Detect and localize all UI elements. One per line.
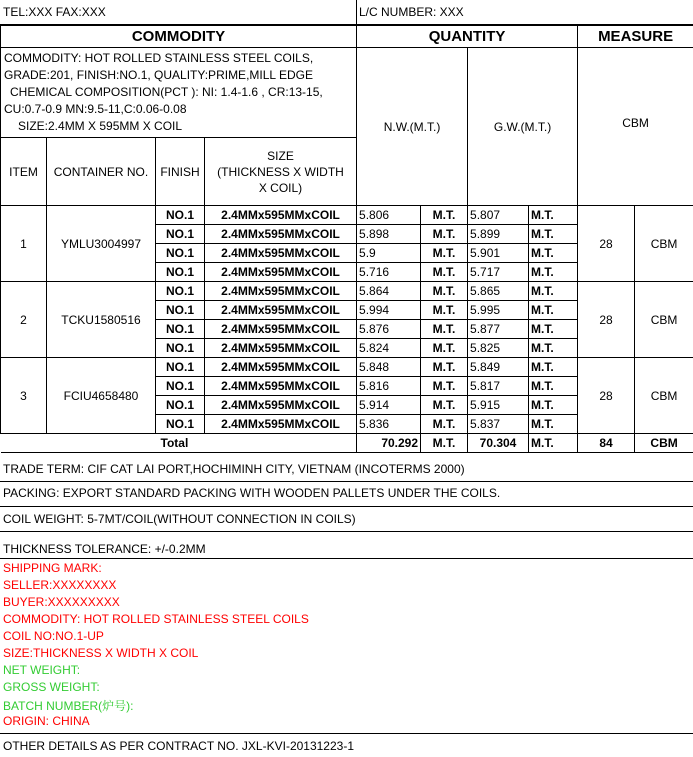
item-number: 3	[1, 358, 47, 434]
size-header-line: X COIL)	[258, 180, 303, 195]
col-measure: MEASURE	[578, 26, 693, 48]
total-label: Total	[1, 434, 357, 453]
packing-table	[0, 25, 693, 453]
coil-weight: COIL WEIGHT: 5-7MT/COIL(WITHOUT CONNECTION IN COILS)	[3, 512, 356, 526]
gw-unit-cell: M.T.	[529, 415, 578, 434]
gw-unit-cell: M.T.	[529, 339, 578, 358]
nw-unit-cell: M.T.	[421, 244, 468, 263]
cbm-unit: CBM	[635, 206, 693, 282]
shipping-mark-title: SHIPPING MARK:	[3, 561, 102, 575]
size-cell: 2.4MMx595MMxCOIL	[205, 320, 357, 339]
nw-unit-cell: M.T.	[421, 415, 468, 434]
size-cell: 2.4MMx595MMxCOIL	[205, 377, 357, 396]
nw-unit-cell: M.T.	[421, 301, 468, 320]
finish-cell: NO.1	[156, 301, 205, 320]
item-number: 2	[1, 282, 47, 358]
header-divider	[356, 0, 357, 25]
gw-unit-cell: M.T.	[529, 301, 578, 320]
coil-no: COIL NO:NO.1-UP	[3, 629, 104, 643]
batch-number: BATCH NUMBER(炉号):	[3, 699, 134, 713]
container-header: CONTAINER NO.	[47, 138, 156, 206]
nw-cell: 5.914	[357, 396, 421, 415]
size-cell: 2.4MMx595MMxCOIL	[205, 206, 357, 225]
size-cell: 2.4MMx595MMxCOIL	[205, 263, 357, 282]
size-cell: 2.4MMx595MMxCOIL	[205, 244, 357, 263]
gw-header: G.W.(M.T.)	[468, 48, 578, 206]
cbm-unit: CBM	[635, 282, 693, 358]
nw-cell: 5.9	[357, 244, 421, 263]
nw-unit-cell: M.T.	[421, 396, 468, 415]
finish-cell: NO.1	[156, 282, 205, 301]
desc-line: SIZE:2.4MM X 595MM X COIL	[18, 119, 183, 133]
cbm-unit: CBM	[635, 358, 693, 434]
size-cell: 2.4MMx595MMxCOIL	[205, 301, 357, 320]
gw-cell: 5.717	[468, 263, 529, 282]
origin: ORIGIN: CHINA	[3, 714, 90, 728]
divider	[0, 531, 693, 532]
trade-term: TRADE TERM: CIF CAT LAI PORT,HOCHIMINH CITY, VIETNAM (INCOTERMS 2000)	[3, 462, 465, 476]
size-cell: 2.4MMx595MMxCOIL	[205, 358, 357, 377]
size-cell: 2.4MMx595MMxCOIL	[205, 339, 357, 358]
finish-cell: NO.1	[156, 396, 205, 415]
nw-unit-cell: M.T.	[421, 339, 468, 358]
nw-cell: 5.836	[357, 415, 421, 434]
finish-cell: NO.1	[156, 206, 205, 225]
contract-footer: OTHER DETAILS AS PER CONTRACT NO. JXL-KVI-20131223-1	[3, 739, 354, 753]
size-cell: 2.4MMx595MMxCOIL	[205, 415, 357, 434]
gw-cell: 5.837	[468, 415, 529, 434]
total-gw-unit: M.T.	[529, 434, 578, 453]
gw-unit-cell: M.T.	[529, 396, 578, 415]
finish-cell: NO.1	[156, 225, 205, 244]
nw-cell: 5.816	[357, 377, 421, 396]
gw-unit-cell: M.T.	[529, 263, 578, 282]
gw-cell: 5.901	[468, 244, 529, 263]
gw-cell: 5.877	[468, 320, 529, 339]
buyer: BUYER:XXXXXXXXX	[3, 595, 120, 609]
document-header	[0, 0, 693, 25]
item-number: 1	[1, 206, 47, 282]
size-cell: 2.4MMx595MMxCOIL	[205, 396, 357, 415]
table-row	[1, 282, 693, 301]
nw-cell: 5.824	[357, 339, 421, 358]
net-weight: NET WEIGHT:	[3, 663, 81, 677]
divider	[0, 733, 693, 734]
packing: PACKING: EXPORT STANDARD PACKING WITH WOODEN PALLETS UNDER THE COILS.	[3, 486, 501, 500]
gw-unit-cell: M.T.	[529, 225, 578, 244]
gw-unit-cell: M.T.	[529, 206, 578, 225]
nw-unit-cell: M.T.	[421, 377, 468, 396]
nw-unit-cell: M.T.	[421, 282, 468, 301]
nw-cell: 5.898	[357, 225, 421, 244]
item-header: ITEM	[1, 138, 47, 206]
nw-unit-cell: M.T.	[421, 358, 468, 377]
desc-line: COMMODITY: HOT ROLLED STAINLESS STEEL COILS,	[4, 51, 314, 65]
total-gw: 70.304	[468, 434, 529, 453]
finish-cell: NO.1	[156, 320, 205, 339]
table-row	[1, 206, 693, 225]
total-cbm: 84	[578, 434, 635, 453]
nw-unit-cell: M.T.	[421, 263, 468, 282]
desc-line: GRADE:201, FINISH:NO.1, QUALITY:PRIME,MILL EDGE	[4, 68, 313, 82]
nw-unit-cell: M.T.	[421, 320, 468, 339]
size-cell: 2.4MMx595MMxCOIL	[205, 225, 357, 244]
nw-cell: 5.876	[357, 320, 421, 339]
thickness-tolerance: THICKNESS TOLERANCE: +/-0.2MM	[3, 542, 206, 556]
divider	[0, 506, 693, 507]
gw-unit-cell: M.T.	[529, 377, 578, 396]
container-number: YMLU3004997	[47, 206, 156, 282]
cbm-value: 28	[578, 206, 635, 282]
gw-cell: 5.899	[468, 225, 529, 244]
desc-line: CHEMICAL COMPOSITION(PCT ): NI: 1.4-1.6 , CR:13-15,	[10, 85, 323, 99]
gw-cell: 5.915	[468, 396, 529, 415]
commodity-description	[1, 48, 357, 138]
gw-unit-cell: M.T.	[529, 320, 578, 339]
container-number: FCIU4658480	[47, 358, 156, 434]
total-nw: 70.292	[357, 434, 421, 453]
finish-cell: NO.1	[156, 244, 205, 263]
nw-cell: 5.806	[357, 206, 421, 225]
shipping-size: SIZE:THICKNESS X WIDTH X COIL	[3, 646, 199, 660]
gw-unit-cell: M.T.	[529, 282, 578, 301]
finish-header: FINISH	[156, 138, 205, 206]
gw-unit-cell: M.T.	[529, 244, 578, 263]
finish-cell: NO.1	[156, 358, 205, 377]
finish-cell: NO.1	[156, 377, 205, 396]
size-header	[205, 138, 357, 206]
nw-cell: 5.716	[357, 263, 421, 282]
nw-unit-cell: M.T.	[421, 225, 468, 244]
finish-cell: NO.1	[156, 339, 205, 358]
shipping-commodity: COMMODITY: HOT ROLLED STAINLESS STEEL COILS	[3, 612, 309, 626]
finish-cell: NO.1	[156, 263, 205, 282]
gw-cell: 5.865	[468, 282, 529, 301]
size-header-line: (THICKNESS X WIDTH	[217, 164, 344, 179]
gw-cell: 5.817	[468, 377, 529, 396]
size-cell: 2.4MMx595MMxCOIL	[205, 282, 357, 301]
finish-cell: NO.1	[156, 415, 205, 434]
cbm-value: 28	[578, 358, 635, 434]
size-header-line: SIZE	[267, 148, 294, 163]
col-quantity: QUANTITY	[357, 26, 578, 48]
total-nw-unit: M.T.	[421, 434, 468, 453]
gw-cell: 5.849	[468, 358, 529, 377]
nw-cell: 5.994	[357, 301, 421, 320]
col-commodity: COMMODITY	[1, 26, 357, 48]
gw-cell: 5.807	[468, 206, 529, 225]
nw-unit-cell: M.T.	[421, 206, 468, 225]
gw-cell: 5.825	[468, 339, 529, 358]
lc-number: L/C NUMBER: XXX	[359, 5, 464, 19]
container-number: TCKU1580516	[47, 282, 156, 358]
nw-cell: 5.864	[357, 282, 421, 301]
cbm-value: 28	[578, 282, 635, 358]
divider	[0, 481, 693, 482]
cbm-header: CBM	[578, 48, 693, 206]
nw-header: N.W.(M.T.)	[357, 48, 468, 206]
table-row	[1, 358, 693, 377]
gross-weight: GROSS WEIGHT:	[3, 680, 100, 694]
gw-cell: 5.995	[468, 301, 529, 320]
desc-line: CU:0.7-0.9 MN:9.5-11,C:0.06-0.08	[4, 102, 187, 116]
tel-fax: TEL:XXX FAX:XXX	[3, 5, 106, 19]
seller: SELLER:XXXXXXXX	[3, 578, 117, 592]
divider	[0, 558, 693, 559]
nw-cell: 5.848	[357, 358, 421, 377]
gw-unit-cell: M.T.	[529, 358, 578, 377]
total-cbm-unit: CBM	[635, 434, 693, 453]
